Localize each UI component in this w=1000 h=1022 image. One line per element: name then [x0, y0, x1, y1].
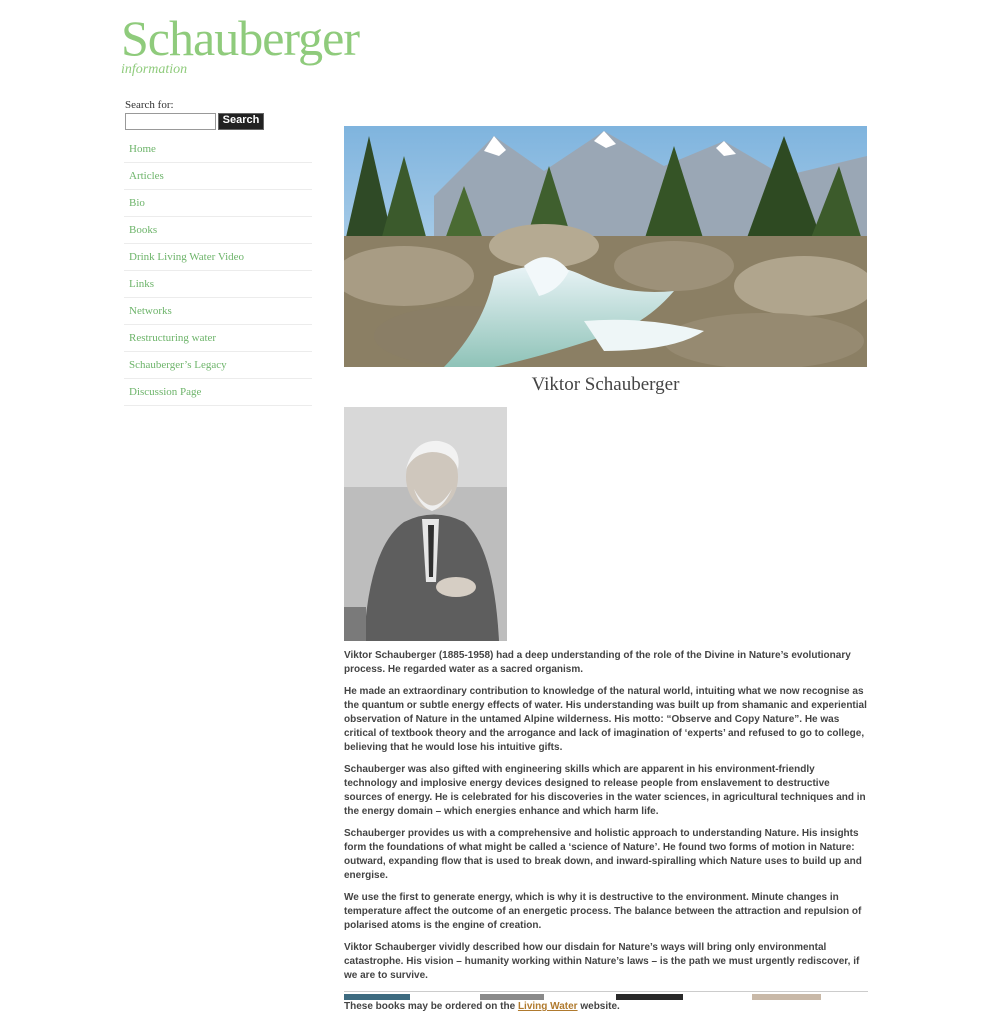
book-cover-image[interactable]: [752, 994, 821, 1000]
paragraph: Viktor Schauberger (1885-1958) had a deep understanding of the role of the Divine in Nature’s evolutionary process. He regarded water as a sacred organism.: [344, 650, 851, 675]
page-heading: Viktor Schauberger: [531, 374, 680, 395]
paragraph: He made an extraordinary contribution to knowledge of the natural world, intuiting what we now recognise as the quantum or subtle energy effects of water. His understanding was built up from shamanic and experiential observation of Nature in the untamed Alpine wilderness. His motto: “Observe and Copy Nature”. He was critical of textbook theory and the arrogance and lack of imagination of ‘experts’ and refused to go to college, believing that he would lose his intuitive gifts.: [344, 686, 867, 753]
search-button[interactable]: Search: [218, 113, 264, 130]
nav-item-schaubergers-legacy[interactable]: Schauberger’s Legacy: [124, 352, 312, 379]
divider: [344, 991, 868, 992]
book-cover-image[interactable]: [616, 994, 683, 1000]
paragraph: Schauberger provides us with a comprehensive and holistic approach to understanding Nature. His insights form the foundations of what might be called a ‘science of Nature’. He found two forms of motion in Nature: outward, expanding flow that is used to break down, and inward-spiralling which Nature uses to build up and energise.: [344, 828, 862, 881]
article-body: [344, 649, 868, 1022]
paragraph: Schauberger was also gifted with engineering skills which are apparent in his environment-friendly technology and implosive energy devices designed to release people from enslavement to destructive sources of energy. He is celebrated for his discoveries in the water sciences, in agricultural techniques and in the energy domain – which energies enhance and which harm life.: [344, 764, 866, 817]
living-water-link[interactable]: Living Water: [517, 1001, 578, 1012]
nav-item-articles[interactable]: Articles: [124, 163, 312, 190]
search-label: Search for:: [125, 99, 174, 111]
nav-item-bio[interactable]: Bio: [124, 190, 312, 217]
nav-item-drink-living-water-video[interactable]: Drink Living Water Video: [124, 244, 312, 271]
nav-item-books[interactable]: Books: [124, 217, 312, 244]
book-cover-image[interactable]: [344, 994, 410, 1000]
nav-item-home[interactable]: Home: [124, 136, 312, 163]
paragraph: We use the first to generate energy, which is why it is destructive to the environment. Minute changes in temperature affect the outcome of an energetic process. The balance between the attraction and repulsion of polarised atoms is the engine of creation.: [344, 892, 862, 931]
portrait-photo: [344, 407, 507, 641]
nav-item-restructuring-water[interactable]: Restructuring water: [124, 325, 312, 352]
order-suffix: website.: [577, 1001, 620, 1012]
nav-item-networks[interactable]: Networks: [124, 298, 312, 325]
sidebar-nav: [124, 136, 312, 406]
order-note: [344, 1000, 868, 1014]
site-tagline: information: [121, 62, 188, 77]
search-input[interactable]: [125, 113, 216, 130]
nav-item-links[interactable]: Links: [124, 271, 312, 298]
site-title[interactable]: Schauberger: [121, 10, 359, 66]
book-cover-image[interactable]: [480, 994, 544, 1000]
nav-item-discussion-page[interactable]: Discussion Page: [124, 379, 312, 406]
order-prefix: These books may be ordered on the: [344, 1001, 518, 1012]
hero-landscape-image: [344, 126, 867, 367]
paragraph: Viktor Schauberger vividly described how our disdain for Nature’s ways will bring only environmental catastrophe. His vision – humanity working within Nature’s laws – is the path we must urgently rediscover, if we are to survive.: [344, 942, 860, 981]
